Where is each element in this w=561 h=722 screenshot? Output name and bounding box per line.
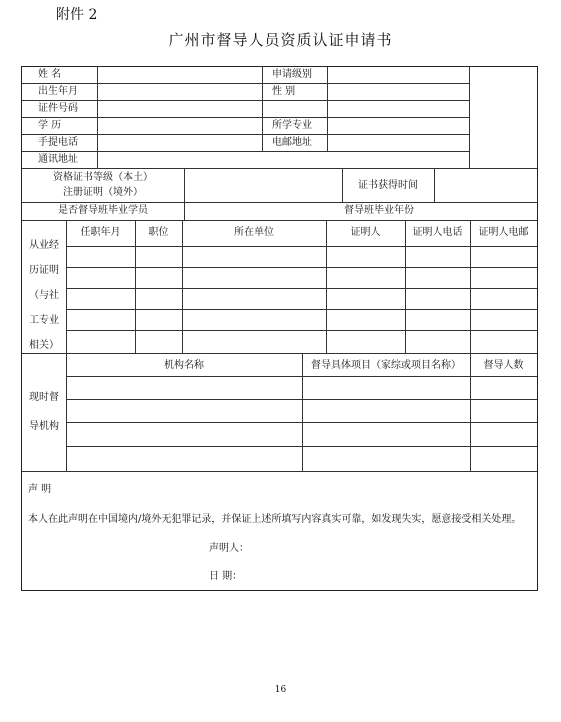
col-divider [326, 220, 327, 353]
exp-header-organization: 所在单位 [234, 227, 274, 238]
col-divider [434, 168, 435, 202]
experience-side-label-1: 从业经 [29, 240, 59, 251]
gender-label: 性 别 [272, 86, 296, 97]
cert-level-label-1: 资格证书等级（本土） [53, 172, 153, 183]
col-divider [182, 220, 183, 353]
row-divider [22, 353, 537, 354]
inst-header-count: 督导人数 [483, 360, 524, 371]
name-label: 姓 名 [38, 69, 62, 80]
birth-label: 出生年月 [38, 86, 78, 97]
row-divider [22, 117, 469, 118]
experience-side-label-2: 历证明 [29, 265, 59, 276]
address-label: 通讯地址 [38, 154, 78, 165]
institution-side-label-2: 导机构 [29, 421, 59, 432]
exp-header-tenure: 任职年月 [80, 227, 121, 238]
exp-header-referee-phone: 证明人电话 [412, 227, 463, 238]
row-divider [66, 246, 537, 247]
exp-header-referee-email: 证明人电邮 [478, 227, 529, 238]
row-divider [22, 168, 537, 169]
form-title: 广州市督导人员资质认证申请书 [168, 31, 393, 49]
col-divider [262, 67, 263, 151]
annex-label: 附件 2 [56, 7, 98, 23]
row-divider [22, 83, 469, 84]
row-divider [66, 267, 537, 268]
cert-obtain-time-label: 证书获得时间 [358, 180, 418, 191]
major-label: 所学专业 [272, 120, 312, 131]
experience-side-label-3: （与社 [29, 290, 59, 301]
row-divider [22, 134, 469, 135]
id-number-label: 证件号码 [38, 103, 78, 114]
inst-header-project: 督导具体项目（家综或项目名称） [311, 360, 461, 371]
declaration-statement: 本人在此声明在中国境内/境外无犯罪记录，并保证上述所填写内容真实可靠，如发现失实，愿意接受相关处理。 [28, 514, 522, 525]
exp-header-referee: 证明人 [350, 227, 381, 238]
date-label: 日 期： [209, 571, 243, 582]
cert-level-label-2: 注册证明（境外） [63, 187, 143, 198]
email-label: 电邮地址 [272, 137, 312, 148]
col-divider [184, 168, 185, 220]
inst-header-name: 机构名称 [164, 360, 204, 371]
graduate-year-label: 督导班毕业年份 [344, 205, 414, 216]
exp-header-position: 职位 [148, 227, 169, 238]
col-divider [135, 220, 136, 353]
phone-label: 手提电话 [38, 137, 78, 148]
graduate-label: 是否督导班毕业学员 [58, 205, 148, 216]
col-divider [66, 220, 67, 353]
row-divider [66, 309, 537, 310]
row-divider [66, 330, 537, 331]
col-divider [469, 67, 470, 168]
row-divider [22, 151, 469, 152]
page-number: 16 [274, 685, 287, 695]
experience-side-label-5: 相关） [29, 340, 59, 351]
institution-side-label-1: 现时督 [29, 392, 59, 403]
row-divider [22, 220, 537, 221]
apply-level-label: 申请级别 [272, 69, 312, 80]
row-divider [66, 288, 537, 289]
row-divider [22, 202, 537, 203]
application-form [21, 66, 538, 591]
row-divider [22, 100, 469, 101]
row-divider [22, 471, 537, 472]
col-divider [97, 67, 98, 168]
declarant-label: 声明人： [209, 543, 249, 554]
col-divider [405, 220, 406, 353]
col-divider [327, 67, 328, 151]
experience-side-label-4: 工专业 [29, 315, 59, 326]
declaration-heading: 声 明 [28, 484, 52, 495]
education-label: 学 历 [38, 120, 62, 131]
col-divider [470, 220, 471, 353]
